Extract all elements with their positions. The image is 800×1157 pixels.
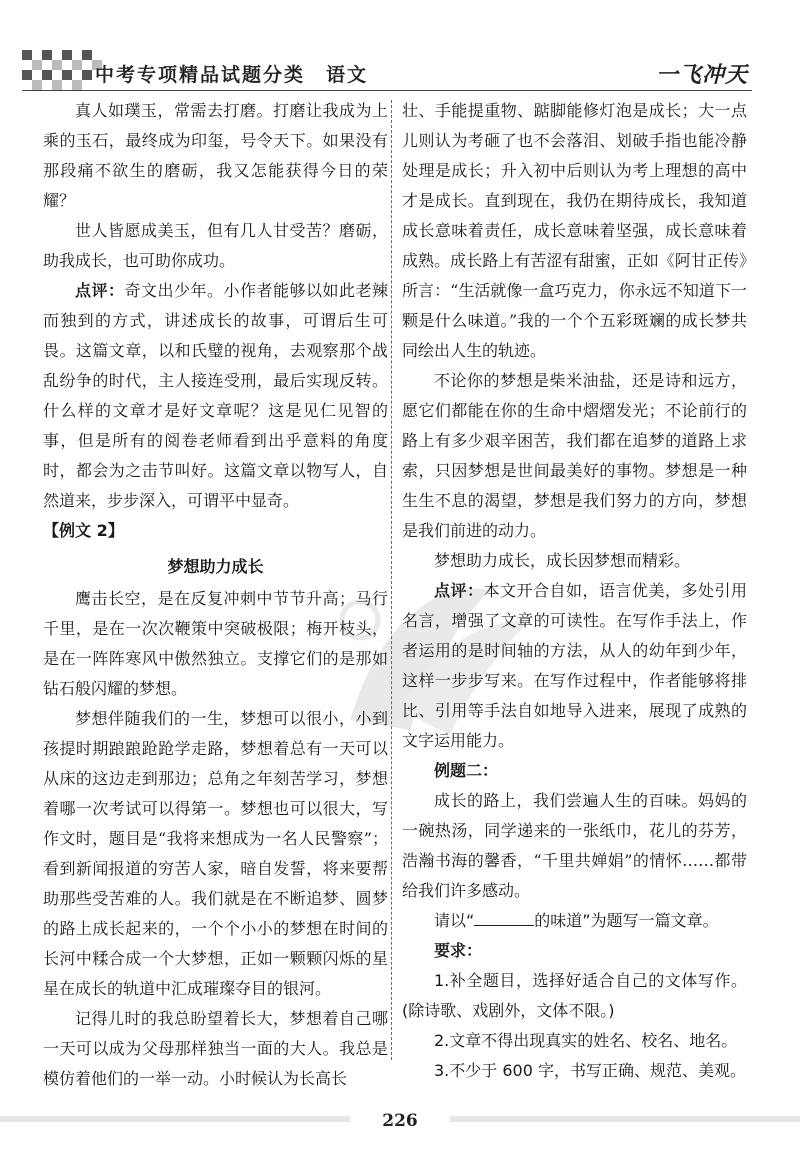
instruction-line — [402, 906, 747, 936]
essay-paragraph: 壮、手能提重物、踮脚能修灯泡是成长；大一点儿则认为考砸了也不会落泪、划破手指也能冷静处理是成长；升入初中后则认为考上理想的高中才是成长。直到现在，我仍在期待成长，我知道成长意味着责任，成长意味着坚强，成长意味着成熟。成长路上有苦涩有甜蜜，正如《阿甘正传》所言：“生活就像一盒巧克力，你永远不知道下一颗是什么味道。”我的一个个五彩斑斓的成长梦共同绘出人生的轨迹。 — [402, 101, 747, 360]
essay-paragraph: 梦想助力成长，成长因梦想而精彩。 — [434, 551, 691, 570]
example-label: 例题二： — [434, 761, 499, 780]
requirement-item: 3.不少于 600 字，书写正确、规范、美观。 — [434, 1061, 746, 1080]
essay-paragraph: 世人皆愿成美玉，但有几人甘受苦？磨砺，助我成长，也可助你成功。 — [43, 221, 388, 270]
instruction-prefix: 请以“ — [434, 911, 475, 930]
prompt-paragraph: 成长的路上，我们尝遍人生的百味。妈妈的一碗热汤，同学递来的一张纸巾，花儿的芬芳，浩瀚书海的馨香，“千里共婵娟”的情怀……都带给我们许多感动。 — [402, 791, 747, 900]
header-logo: 一飞冲天 — [655, 63, 748, 88]
essay-paragraph: 鹰击长空，是在反复冲刺中节节升高；马行千里，是在一次次鞭策中突破极限；梅开枝头，是在一阵阵寒风中傲然独立。支撑它们的是那如钻石般闪耀的梦想。 — [43, 589, 388, 698]
comment-label: 点评： — [75, 281, 125, 300]
requirement-item: 2.文章不得出现真实的姓名、校名、地名。 — [434, 1031, 738, 1050]
instruction-suffix: 的味道”为题写一篇文章。 — [534, 911, 719, 930]
essay-paragraph: 真人如璞玉，常需去打磨。打磨让我成为上乘的玉石，最终成为印玺，号令天下。如果没有那段痛不欲生的磨砺，我又怎能获得今日的荣耀？ — [43, 101, 388, 210]
header-rule — [22, 90, 752, 91]
comment-paragraph — [43, 276, 388, 516]
requirement-item: 1.补全题目，选择好适合自己的文体写作。(除诗歌、戏剧外，文体不限。) — [402, 971, 747, 1020]
comment-label: 点评： — [434, 581, 484, 600]
title-blank — [474, 907, 534, 926]
example-label: 【例文 2】 — [43, 521, 124, 540]
essay-paragraph: 记得儿时的我总盼望着长大，梦想着自己哪一天可以成为父母那样独当一面的大人。我总是模仿着他们的一举一动。小时候认为长高长 — [43, 1009, 388, 1088]
left-column — [43, 96, 388, 1094]
requirements-label: 要求： — [434, 941, 483, 960]
article-title: 梦想助力成长 — [167, 557, 264, 576]
comment-text: 奇文出少年。小作者能够以如此老辣而独到的方式，讲述成长的故事，可谓后生可畏。这篇文章，以和氏璧的视角，去观察那个战乱纷争的时代，主人接连受刑，最后实现反转。什么样的文章才是好文章呢？这是见仁见智的事，但是所有的阅卷老师看到出乎意料的角度时，都会为之击节叫好。这篇文章以物写人，自然道来，步步深入，可谓平中显奇。 — [43, 281, 388, 510]
checker-pattern-icon — [22, 50, 102, 90]
page-number: 226 — [382, 1111, 418, 1131]
essay-paragraph: 不论你的梦想是柴米油盐，还是诗和远方，愿它们都能在你的生命中熠熠发光；不论前行的路上有多少艰辛困苦，我们都在追梦的道路上求索，只因梦想是世间最美好的事物。梦想是一种生生不息的渴望，梦想是我们努力的方向，梦想是我们前进的动力。 — [402, 371, 747, 540]
right-column — [402, 96, 747, 1086]
comment-paragraph — [402, 576, 747, 756]
column-divider — [391, 100, 392, 1060]
header-title: 中考专项精品试题分类 语文 — [95, 64, 369, 86]
essay-paragraph: 梦想伴随我们的一生，梦想可以很小，小到孩提时期踉踉跄跄学走路，梦想着总有一天可以从床的这边走到那边；总角之年刻苦学习，梦想着哪一次考试可以得第一。梦想也可以很大，写作文时，题目是“我将来想成为一名人民警察”；看到新闻报道的穷苦人家，暗自发誓，将来要帮助那些受苦难的人。我们就是在不断追梦、圆梦的路上成长起来的，一个个小小的梦想在时间的长河中糅合成一个大梦想，正如一颗颗闪烁的星星在成长的轨道中汇成璀璨夺目的银河。 — [43, 709, 388, 998]
comment-text: 本文开合自如，语言优美，多处引用名言，增强了文章的可读性。在写作手法上，作者运用的是时间轴的方法，从人的幼年到少年，这样一步步写来。在写作过程中，作者能够将排比、引用等手法自如地导入进来，展现了成熟的文字运用能力。 — [402, 581, 747, 750]
page-header — [0, 50, 800, 95]
